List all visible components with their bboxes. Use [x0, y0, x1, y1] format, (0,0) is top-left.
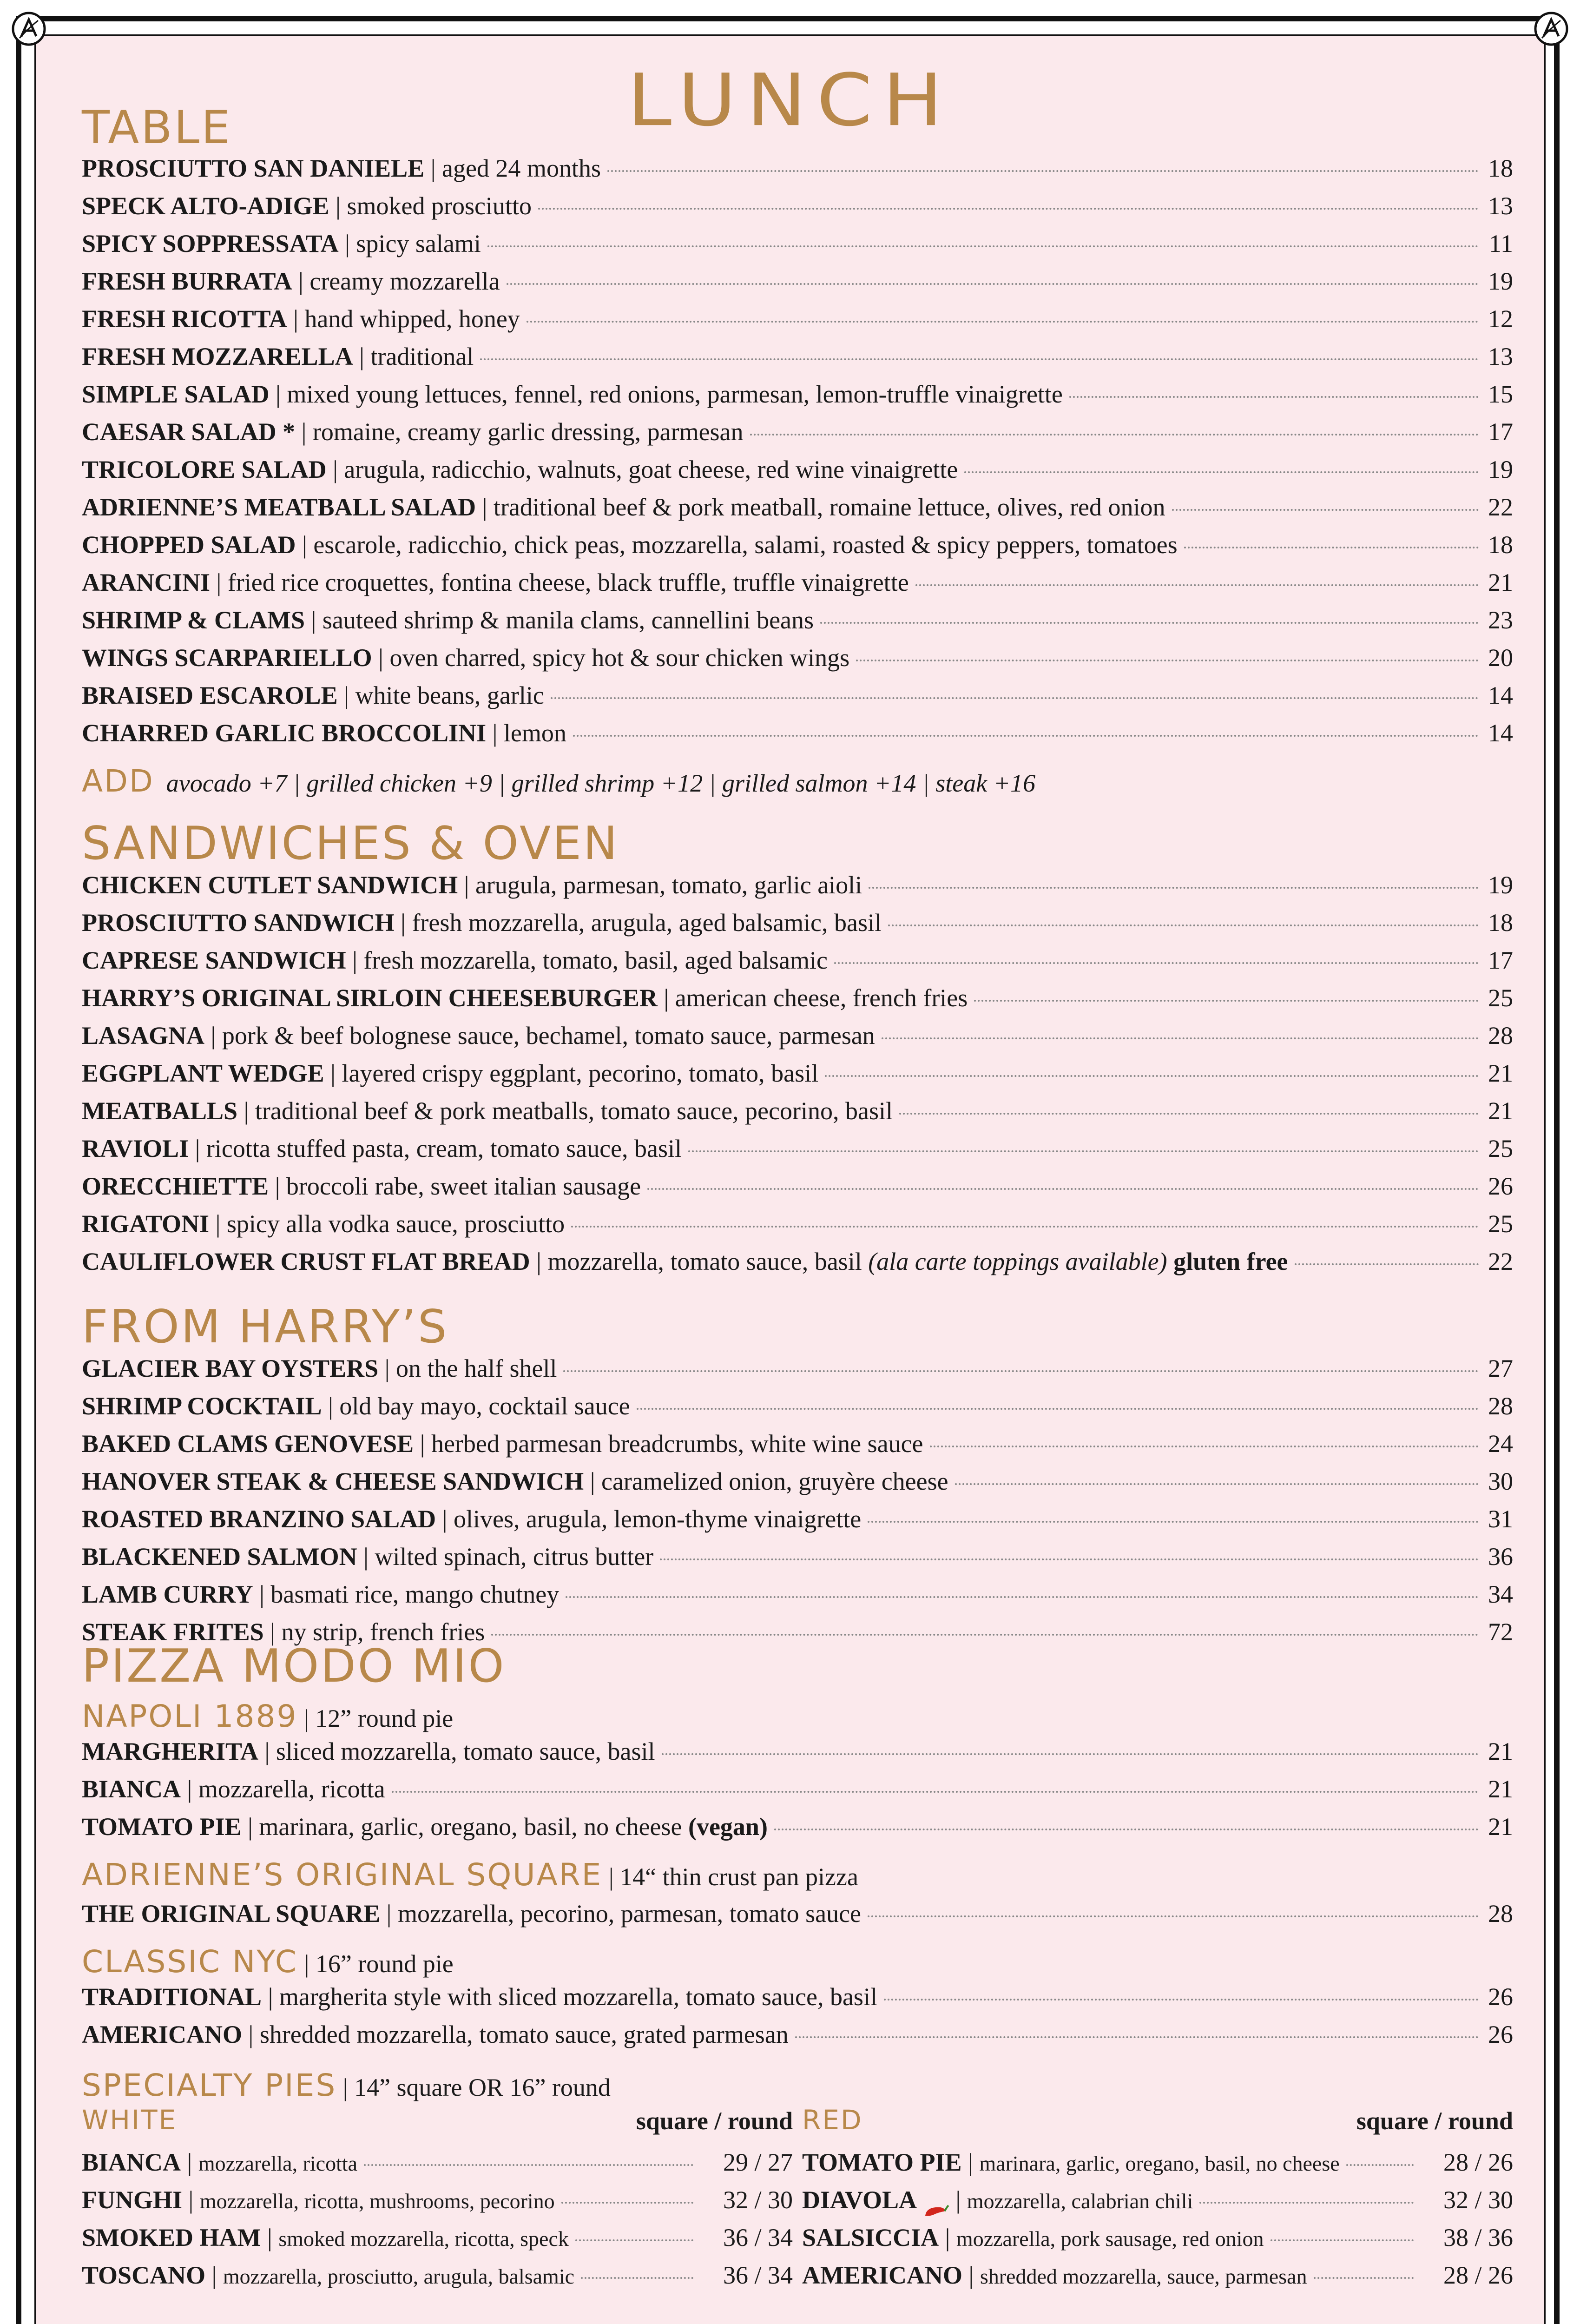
item-name: FRESH MOZZARELLA	[82, 343, 353, 370]
item-price: 18	[1488, 909, 1513, 937]
item-price: 28 / 26	[1443, 2148, 1513, 2176]
item-price: 38 / 36	[1443, 2224, 1513, 2251]
item-desc: shredded mozzarella, tomato sauce, grated parmesan	[259, 2020, 789, 2048]
item-name: ARANCINI	[82, 568, 211, 596]
item-name: FUNGHI	[82, 2186, 182, 2214]
item-name: CHOPPED SALAD	[82, 531, 296, 559]
dot-leader	[551, 697, 1479, 699]
section-heading: TABLE	[82, 101, 232, 154]
item-list	[82, 1350, 1513, 1651]
dot-leader	[964, 471, 1479, 473]
item-list	[802, 2144, 1513, 2294]
item-price: 14	[1488, 681, 1513, 709]
menu-item: FRESH MOZZARELLA | traditional 13	[82, 338, 1513, 376]
item-desc: old bay mayo, cocktail sauce	[339, 1392, 630, 1420]
item-name: HARRY’S ORIGINAL SIRLOIN CHEESEBURGER	[82, 984, 658, 1012]
item-name: SPICY SOPPRESSATA	[82, 230, 339, 257]
menu-item: EGGPLANT WEDGE | layered crispy eggplant, pecorino, tomato, basil 21	[82, 1055, 1513, 1092]
item-name: AMERICANO	[82, 2020, 242, 2048]
menu-item: CAESAR SALAD * | romaine, creamy garlic dressing, parmesan 17	[82, 413, 1513, 451]
item-desc: caramelized onion, gruyère cheese	[601, 1467, 948, 1495]
item-name: HANOVER STEAK & CHEESE SANDWICH	[82, 1467, 584, 1495]
dot-leader	[637, 1408, 1479, 1410]
menu-item: BAKED CLAMS GENOVESE | herbed parmesan breadcrumbs, white wine sauce 24	[82, 1425, 1513, 1463]
menu-item: AMERICANO | shredded mozzarella, sauce, parmesan 28 / 26	[802, 2257, 1513, 2294]
item-note: (ala carte toppings available)	[868, 1248, 1167, 1275]
menu-item: THE ORIGINAL SQUARE | mozzarella, pecorino, parmesan, tomato sauce 28	[82, 1895, 1513, 1933]
item-desc: fried rice croquettes, fontina cheese, black truffle, truffle vinaigrette	[227, 568, 909, 596]
item-desc: escarole, radicchio, chick peas, mozzarella, salami, roasted & spicy peppers, tomatoes	[313, 531, 1178, 559]
item-desc: smoked mozzarella, ricotta, speck	[278, 2227, 569, 2251]
dot-leader	[868, 1521, 1479, 1523]
item-price: 27	[1488, 1354, 1513, 1382]
dot-leader	[1199, 2202, 1414, 2204]
item-price: 34	[1488, 1580, 1513, 1608]
item-name: RIGATONI	[82, 1210, 210, 1238]
item-name: TOSCANO	[82, 2261, 206, 2289]
page-title: LUNCH	[627, 58, 953, 142]
item-price: 21	[1488, 1737, 1513, 1765]
dot-leader	[915, 584, 1479, 586]
dot-leader	[774, 1829, 1479, 1830]
item-desc: margherita style with sliced mozzarella, tomato sauce, basil	[279, 1983, 877, 2011]
menu-item: CAULIFLOWER CRUST FLAT BREAD | mozzarella, tomato sauce, basil (ala carte toppings available) gluten free 22	[82, 1243, 1513, 1281]
menu-item: CHOPPED SALAD | escarole, radicchio, chick peas, mozzarella, salami, roasted & spicy peppers, tomatoes 18	[82, 526, 1513, 564]
item-desc: romaine, creamy garlic dressing, parmesan	[312, 418, 744, 446]
menu-item: CHARRED GARLIC BROCCOLINI | lemon 14	[82, 714, 1513, 752]
corner-ornament-icon	[1532, 9, 1571, 48]
menu-item: SPICY SOPPRESSATA | spicy salami 11	[82, 225, 1513, 263]
menu-item: SHRIMP COCKTAIL | old bay mayo, cocktail sauce 28	[82, 1387, 1513, 1425]
item-desc: hand whipped, honey	[304, 305, 520, 333]
item-price: 25	[1488, 984, 1513, 1012]
item-name: ADRIENNE’S MEATBALL SALAD	[82, 493, 476, 521]
dot-leader	[882, 1037, 1479, 1039]
column-heading: WHITE	[82, 2104, 178, 2136]
item-desc: mozzarella, pecorino, parmesan, tomato sauce	[397, 1900, 862, 1928]
item-desc: mozzarella, calabrian chili	[967, 2189, 1193, 2213]
dot-leader	[688, 1150, 1479, 1152]
item-desc: mozzarella, ricotta	[198, 1775, 385, 1803]
dot-leader	[660, 1558, 1479, 1560]
subsection-heading: NAPOLI 1889	[82, 1698, 298, 1734]
menu-item: SPECK ALTO-ADIGE | smoked prosciutto 13	[82, 187, 1513, 225]
item-price: 26	[1488, 2020, 1513, 2048]
section-heading: FROM HARRY’S	[82, 1301, 449, 1353]
item-tag: gluten free	[1173, 1248, 1288, 1275]
item-name: CAULIFLOWER CRUST FLAT BREAD	[82, 1248, 530, 1275]
item-price: 24	[1488, 1430, 1513, 1458]
dot-leader	[491, 1634, 1479, 1636]
dot-leader	[888, 924, 1479, 926]
item-name: BRAISED ESCAROLE	[82, 681, 338, 709]
item-price: 21	[1488, 1059, 1513, 1087]
menu-item: BIANCA | mozzarella, ricotta 21	[82, 1770, 1513, 1808]
item-name: AMERICANO	[802, 2261, 962, 2289]
dot-leader	[834, 962, 1479, 964]
item-desc: arugula, radicchio, walnuts, goat cheese, red wine vinaigrette	[344, 456, 958, 483]
dot-leader	[868, 1915, 1479, 1917]
item-name: SHRIMP COCKTAIL	[82, 1392, 322, 1420]
menu-item: TRICOLORE SALAD | arugula, radicchio, walnuts, goat cheese, red wine vinaigrette 19	[82, 451, 1513, 489]
item-name: BLACKENED SALMON	[82, 1543, 357, 1571]
item-name: PROSCIUTTO SAN DANIELE	[82, 154, 425, 182]
item-price: 36	[1488, 1543, 1513, 1571]
square-group: ADRIENNE’S ORIGINAL SQUARE | 14“ thin crust pan pizza THE ORIGINAL SQUARE | mozzarella, pecorino, parmesan, tomato sauce 28	[82, 1860, 1513, 1933]
item-name: SPECK ALTO-ADIGE	[82, 192, 329, 220]
menu-item: LAMB CURRY | basmati rice, mango chutney 34	[82, 1576, 1513, 1613]
section-pizza	[82, 1640, 1513, 2294]
menu-item: BIANCA | mozzarella, ricotta 29 / 27	[82, 2144, 793, 2181]
item-name: TOMATO PIE	[82, 1813, 242, 1841]
item-name: FRESH RICOTTA	[82, 305, 287, 333]
dot-leader	[820, 622, 1479, 624]
item-desc: traditional beef & pork meatball, romaine lettuce, olives, red onion	[493, 493, 1165, 521]
menu-item: ORECCHIETTE | broccoli rabe, sweet italian sausage 26	[82, 1168, 1513, 1205]
item-desc: sliced mozzarella, tomato sauce, basil	[276, 1737, 655, 1765]
item-name: FRESH BURRATA	[82, 267, 292, 295]
dot-leader	[955, 1483, 1479, 1485]
item-desc: on the half shell	[396, 1354, 557, 1382]
item-name: BIANCA	[82, 2148, 181, 2176]
dot-leader	[974, 1000, 1479, 1002]
dot-leader	[575, 2239, 693, 2241]
item-price: 21	[1488, 1813, 1513, 1841]
menu-item: PROSCIUTTO SANDWICH | fresh mozzarella, arugula, aged balsamic, basil 18	[82, 904, 1513, 942]
dot-leader	[1069, 396, 1479, 398]
dot-leader	[392, 1791, 1479, 1793]
item-list	[82, 2144, 793, 2294]
subsection-note: 14“ thin crust pan pizza	[620, 1863, 858, 1891]
menu-item: RIGATONI | spicy alla vodka sauce, prosciutto 25	[82, 1205, 1513, 1243]
size-label: square / round	[1356, 2107, 1513, 2135]
dot-leader	[573, 735, 1479, 737]
menu-item: ARANCINI | fried rice croquettes, fontina cheese, black truffle, truffle vinaigrette 21	[82, 564, 1513, 601]
section-heading: PIZZA MODO MIO	[82, 1640, 506, 1693]
item-price: 32 / 30	[723, 2186, 793, 2214]
item-price: 36 / 34	[723, 2224, 793, 2251]
menu-item: FUNGHI | mozzarella, ricotta, mushrooms, pecorino 32 / 30	[82, 2181, 793, 2219]
item-desc: mozzarella, ricotta	[198, 2152, 358, 2175]
item-price: 19	[1488, 456, 1513, 483]
section-sandwiches	[82, 817, 1513, 1281]
dot-leader	[884, 1999, 1479, 2000]
item-price: 30	[1488, 1467, 1513, 1495]
menu-item: TRADITIONAL | margherita style with sliced mozzarella, tomato sauce, basil 26	[82, 1978, 1513, 2016]
item-price: 12	[1488, 305, 1513, 333]
dot-leader	[856, 660, 1479, 661]
dot-leader	[561, 2202, 693, 2204]
item-name: CHICKEN CUTLET SANDWICH	[82, 871, 458, 899]
item-price: 14	[1488, 719, 1513, 747]
menu-item: DIAVOLA | mozzarella, calabrian chili 32 / 30	[802, 2181, 1513, 2219]
item-desc: fresh mozzarella, arugula, aged balsamic, basil	[412, 909, 882, 937]
item-name: DIAVOLA	[802, 2186, 917, 2214]
item-name: CHARRED GARLIC BROCCOLINI	[82, 719, 487, 747]
dot-leader	[899, 1113, 1479, 1115]
item-list	[82, 866, 1513, 1243]
item-name: CAPRESE SANDWICH	[82, 946, 346, 974]
item-price: 11	[1489, 230, 1513, 257]
dot-leader	[487, 245, 1479, 247]
item-price: 17	[1488, 946, 1513, 974]
section-harrys	[82, 1301, 1513, 1651]
dot-leader	[1346, 2164, 1414, 2166]
item-desc: ny strip, french fries	[281, 1618, 485, 1646]
dot-leader	[930, 1446, 1479, 1447]
item-name: LAMB CURRY	[82, 1580, 253, 1608]
section-heading: SANDWICHES & OVEN	[82, 817, 619, 870]
item-desc: mozzarella, prosciutto, arugula, balsamic	[223, 2265, 575, 2288]
specialty-group: SPECIALTY PIES | 14” square OR 16” round WHITE square / round BIANCA | mozzarella, ricotta 29 / 27 FUNGHI | mozzarella, ricotta, mushrooms, pecorino 32 / 30 SMOKED HAM | smoked mozzarella, ricotta, speck 36 / 34 TOSCANO | mozzarella, prosciutto, arugula, balsamic 36 / 34 RED square / round TOMATO PIE | marinara, garlic, oregano, basil, no cheese 28 / 26 DIAVOLA | mozzarella, calabrian chili 32 / 30 SALSICCIA | mozzarella, pork sausage, red onion 38 / 36 AMERICANO | shredded mozzarella, sauce, parmesan 28 / 26	[82, 2070, 1513, 2294]
corner-ornament-icon	[9, 9, 48, 48]
item-name: THE ORIGINAL SQUARE	[82, 1900, 381, 1928]
item-desc: marinara, garlic, oregano, basil, no cheese	[259, 1813, 682, 1841]
item-desc: wilted spinach, citrus butter	[375, 1543, 654, 1571]
item-name: CAESAR SALAD *	[82, 418, 296, 446]
item-desc: spicy salami	[356, 230, 481, 257]
item-name: WINGS SCARPARIELLO	[82, 644, 372, 672]
add-ons	[82, 763, 1513, 799]
item-desc: layered crispy eggplant, pecorino, tomato, basil	[342, 1059, 819, 1087]
item-name: ROASTED BRANZINO SALAD	[82, 1505, 436, 1533]
item-desc: american cheese, french fries	[675, 984, 968, 1012]
item-price: 23	[1488, 606, 1513, 634]
item-price: 31	[1488, 1505, 1513, 1533]
item-price: 21	[1488, 568, 1513, 596]
item-name: RAVIOLI	[82, 1135, 189, 1162]
item-price: 13	[1488, 343, 1513, 370]
item-price: 26	[1488, 1172, 1513, 1200]
column-heading: RED	[802, 2104, 863, 2136]
menu-item: MARGHERITA | sliced mozzarella, tomato sauce, basil 21	[82, 1733, 1513, 1770]
dot-leader	[480, 358, 1479, 360]
item-price: 29 / 27	[723, 2148, 793, 2176]
dot-leader	[1184, 547, 1479, 548]
item-desc: broccoli rabe, sweet italian sausage	[286, 1172, 641, 1200]
item-price: 22	[1488, 1248, 1513, 1275]
item-price: 15	[1488, 380, 1513, 408]
dot-leader	[1172, 509, 1479, 511]
subsection-heading: CLASSIC NYC	[82, 1944, 298, 1980]
item-price: 25	[1488, 1210, 1513, 1238]
item-desc: mozzarella, tomato sauce, basil	[547, 1248, 862, 1275]
red-pies	[802, 2106, 1513, 2294]
item-list	[82, 1733, 1513, 1846]
item-desc: mozzarella, pork sausage, red onion	[956, 2227, 1264, 2251]
menu-item: SIMPLE SALAD | mixed young lettuces, fennel, red onions, parmesan, lemon-truffle vinaigrette 15	[82, 376, 1513, 413]
item-price: 36 / 34	[723, 2261, 793, 2289]
item-price: 28 / 26	[1443, 2261, 1513, 2289]
item-name: BIANCA	[82, 1775, 181, 1803]
item-name: EGGPLANT WEDGE	[82, 1059, 324, 1087]
menu-item: SHRIMP & CLAMS | sauteed shrimp & manila clams, cannellini beans 23	[82, 601, 1513, 639]
item-price: 25	[1488, 1135, 1513, 1162]
item-price: 32 / 30	[1443, 2186, 1513, 2214]
item-name: SHRIMP & CLAMS	[82, 606, 305, 634]
item-name: TOMATO PIE	[802, 2148, 962, 2176]
item-desc: fresh mozzarella, tomato, basil, aged balsamic	[363, 946, 828, 974]
menu-item: ROASTED BRANZINO SALAD | olives, arugula, lemon-thyme vinaigrette 31	[82, 1500, 1513, 1538]
menu-item: TOMATO PIE | marinara, garlic, oregano, basil, no cheese (vegan) 21	[82, 1808, 1513, 1846]
section-table	[82, 101, 1513, 799]
item-desc: creamy mozzarella	[309, 267, 500, 295]
item-price: 21	[1488, 1775, 1513, 1803]
dot-leader	[581, 2277, 693, 2279]
item-price: 19	[1488, 871, 1513, 899]
menu-item: HARRY’S ORIGINAL SIRLOIN CHEESEBURGER | american cheese, french fries 25	[82, 979, 1513, 1017]
item-name: TRADITIONAL	[82, 1983, 262, 2011]
dot-leader	[566, 1596, 1479, 1598]
item-price: 21	[1488, 1097, 1513, 1125]
item-name: GLACIER BAY OYSTERS	[82, 1354, 379, 1382]
item-desc: olives, arugula, lemon-thyme vinaigrette	[453, 1505, 862, 1533]
item-desc: white beans, garlic	[355, 681, 544, 709]
item-desc: smoked prosciutto	[347, 192, 532, 220]
dot-leader	[1295, 1263, 1479, 1265]
item-list	[82, 150, 1513, 752]
menu-item: RAVIOLI | ricotta stuffed pasta, cream, tomato sauce, basil 25	[82, 1130, 1513, 1168]
item-name: STEAK FRITES	[82, 1618, 264, 1646]
subsection-note: 14” square OR 16” round	[354, 2073, 611, 2101]
dot-leader	[607, 170, 1479, 172]
item-name: LASAGNA	[82, 1022, 205, 1050]
item-price: 18	[1488, 154, 1513, 182]
item-price: 20	[1488, 644, 1513, 672]
menu-item: STEAK FRITES | ny strip, french fries 72	[82, 1613, 1513, 1651]
dot-leader	[795, 2036, 1479, 2038]
item-desc: aged 24 months	[442, 154, 601, 182]
menu-item: SALSICCIA | mozzarella, pork sausage, red onion 38 / 36	[802, 2219, 1513, 2257]
menu-item: BRAISED ESCAROLE | white beans, garlic 14	[82, 677, 1513, 714]
dot-leader	[364, 2164, 693, 2166]
dot-leader	[825, 1075, 1479, 1077]
size-label: square / round	[636, 2107, 793, 2135]
item-name: BAKED CLAMS GENOVESE	[82, 1430, 414, 1458]
item-name: MARGHERITA	[82, 1737, 259, 1765]
item-price: 19	[1488, 267, 1513, 295]
menu-item: HANOVER STEAK & CHEESE SANDWICH | caramelized onion, gruyère cheese 30	[82, 1463, 1513, 1500]
subsection-heading: SPECIALTY PIES	[82, 2067, 337, 2103]
item-name: TRICOLORE SALAD	[82, 456, 327, 483]
chili-pepper-icon	[922, 2193, 949, 2212]
item-price: 28	[1488, 1022, 1513, 1050]
item-list	[82, 1895, 1513, 1933]
subsection-note: 12” round pie	[315, 1704, 454, 1732]
white-pies	[82, 2106, 793, 2294]
menu-item: TOMATO PIE | marinara, garlic, oregano, basil, no cheese 28 / 26	[802, 2144, 1513, 2181]
menu-item: CHICKEN CUTLET SANDWICH | arugula, parmesan, tomato, garlic aioli 19	[82, 866, 1513, 904]
item-desc: mixed young lettuces, fennel, red onions, parmesan, lemon-truffle vinaigrette	[287, 380, 1063, 408]
item-desc: traditional beef & pork meatballs, tomato sauce, pecorino, basil	[255, 1097, 893, 1125]
item-name: MEATBALLS	[82, 1097, 238, 1125]
menu-item: CAPRESE SANDWICH | fresh mozzarella, tomato, basil, aged balsamic 17	[82, 942, 1513, 979]
dot-leader	[869, 887, 1479, 889]
item-desc: marinara, garlic, oregano, basil, no cheese	[979, 2152, 1340, 2175]
dot-leader	[750, 434, 1479, 436]
item-desc: traditional	[370, 343, 474, 370]
item-desc: mozzarella, ricotta, mushrooms, pecorino	[199, 2189, 555, 2213]
menu-item: PROSCIUTTO SAN DANIELE | aged 24 months 18	[82, 150, 1513, 187]
menu-item: BLACKENED SALMON | wilted spinach, citrus butter 36	[82, 1538, 1513, 1576]
napoli-group: NAPOLI 1889 | 12” round pie MARGHERITA | sliced mozzarella, tomato sauce, basil 21 BIANCA | mozzarella, ricotta 21 TOMATO PIE | marinara, garlic, oregano, basil, no cheese (vegan) 21	[82, 1701, 1513, 1846]
item-desc: basmati rice, mango chutney	[270, 1580, 560, 1608]
menu-item: FRESH BURRATA | creamy mozzarella 19	[82, 263, 1513, 300]
menu-item: MEATBALLS | traditional beef & pork meatballs, tomato sauce, pecorino, basil 21	[82, 1092, 1513, 1130]
item-price: 18	[1488, 531, 1513, 559]
menu-item: TOSCANO | mozzarella, prosciutto, arugula, balsamic 36 / 34	[82, 2257, 793, 2294]
dot-leader	[538, 208, 1479, 210]
add-label: ADD	[82, 763, 154, 799]
item-price: 22	[1488, 493, 1513, 521]
menu-item: ADRIENNE’S MEATBALL SALAD | traditional beef & pork meatball, romaine lettuce, olives, red onion 22	[82, 489, 1513, 526]
item-desc: arugula, parmesan, tomato, garlic aioli	[475, 871, 862, 899]
item-tag: (vegan)	[688, 1813, 768, 1841]
menu-item: FRESH RICOTTA | hand whipped, honey 12	[82, 300, 1513, 338]
item-name: SIMPLE SALAD	[82, 380, 270, 408]
item-desc: spicy alla vodka sauce, prosciutto	[226, 1210, 565, 1238]
subsection-note: 16” round pie	[315, 1950, 454, 1978]
item-price: 17	[1488, 418, 1513, 446]
item-desc: oven charred, spicy hot & sour chicken wings	[389, 644, 850, 672]
item-price: 28	[1488, 1392, 1513, 1420]
dot-leader	[507, 283, 1479, 285]
menu-item: WINGS SCARPARIELLO | oven charred, spicy hot & sour chicken wings 20	[82, 639, 1513, 677]
item-name: SMOKED HAM	[82, 2224, 261, 2251]
item-desc: herbed parmesan breadcrumbs, white wine sauce	[431, 1430, 923, 1458]
item-name: PROSCIUTTO SANDWICH	[82, 909, 395, 937]
add-items: avocado +7 | grilled chicken +9 | grilled shrimp +12 | grilled salmon +14 | steak +16	[166, 769, 1036, 797]
menu-item: SMOKED HAM | smoked mozzarella, ricotta, speck 36 / 34	[82, 2219, 793, 2257]
dot-leader	[1271, 2239, 1414, 2241]
item-desc: pork & beef bolognese sauce, bechamel, tomato sauce, parmesan	[222, 1022, 875, 1050]
nyc-group: CLASSIC NYC | 16” round pie TRADITIONAL | margherita style with sliced mozzarella, tomato sauce, basil 26 AMERICANO | shredded mozzarella, tomato sauce, grated parmesan 26	[82, 1947, 1513, 2053]
item-price: 72	[1488, 1618, 1513, 1646]
item-price: 13	[1488, 192, 1513, 220]
item-list	[82, 1978, 1513, 2053]
item-price: 26	[1488, 1983, 1513, 2011]
item-price: 28	[1488, 1900, 1513, 1928]
dot-leader	[571, 1226, 1479, 1228]
dot-leader	[647, 1188, 1479, 1190]
menu-item: AMERICANO | shredded mozzarella, tomato sauce, grated parmesan 26	[82, 2016, 1513, 2053]
item-desc: ricotta stuffed pasta, cream, tomato sauce, basil	[206, 1135, 682, 1162]
dot-leader	[662, 1753, 1479, 1755]
item-name: ORECCHIETTE	[82, 1172, 269, 1200]
dot-leader	[527, 321, 1479, 323]
item-desc: sauteed shrimp & manila clams, cannellini beans	[322, 606, 814, 634]
menu-item: LASAGNA | pork & beef bolognese sauce, bechamel, tomato sauce, parmesan 28	[82, 1017, 1513, 1055]
item-desc: lemon	[503, 719, 566, 747]
subsection-heading: ADRIENNE’S ORIGINAL SQUARE	[82, 1857, 603, 1893]
menu-item: GLACIER BAY OYSTERS | on the half shell 27	[82, 1350, 1513, 1387]
item-name: SALSICCIA	[802, 2224, 939, 2251]
dot-leader	[563, 1370, 1479, 1372]
item-desc: shredded mozzarella, sauce, parmesan	[980, 2265, 1307, 2288]
dot-leader	[1314, 2277, 1414, 2279]
